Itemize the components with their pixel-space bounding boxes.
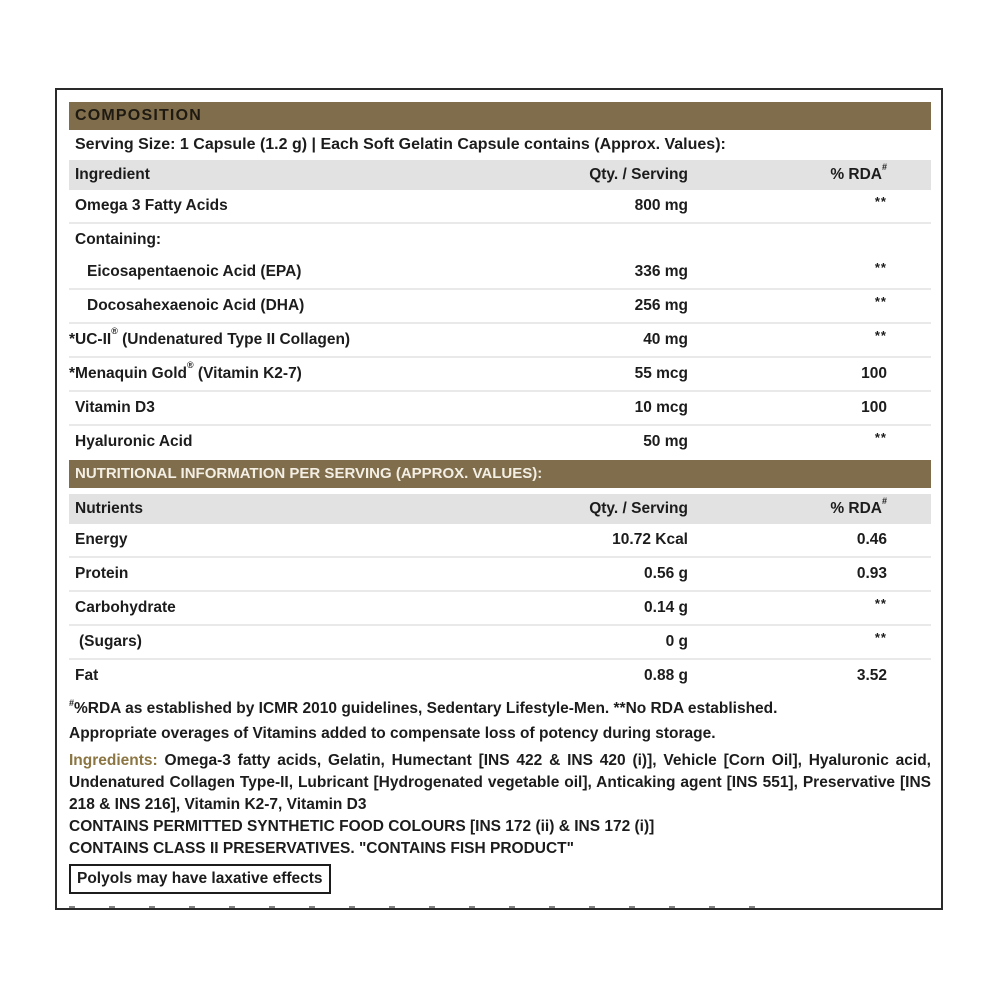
nutrition-header-row bbox=[69, 494, 931, 524]
composition-title: COMPOSITION bbox=[75, 107, 202, 124]
table-row: Protein 0.56 g 0.93 bbox=[69, 558, 931, 592]
nutrition-title: NUTRITIONAL INFORMATION PER SERVING (APPROX. VALUES): bbox=[75, 465, 543, 482]
table-row: Vitamin D3 10 mcg 100 bbox=[69, 392, 931, 426]
label-content bbox=[69, 102, 931, 894]
table-row: Carbohydrate 0.14 g ** bbox=[69, 592, 931, 626]
table-row: Energy 10.72 Kcal 0.46 bbox=[69, 524, 931, 558]
composition-header-row bbox=[69, 160, 931, 190]
composition-section-bar bbox=[69, 102, 931, 130]
table-row: Omega 3 Fatty Acids 800 mg ** bbox=[69, 190, 931, 224]
rda-footnote: #%RDA as established by ICMR 2010 guidelines, Sedentary Lifestyle-Men. **No RDA established. bbox=[69, 698, 778, 717]
colours-statement: CONTAINS PERMITTED SYNTHETIC FOOD COLOURS [INS 172 (ii) & INS 172 (i)] bbox=[69, 818, 655, 835]
table-row: (Sugars) 0 g ** bbox=[69, 626, 931, 660]
header-rda: % RDA# bbox=[830, 496, 887, 517]
label-notes bbox=[69, 696, 931, 894]
header-ingredient: Ingredient bbox=[75, 166, 150, 183]
header-rda: % RDA# bbox=[830, 162, 887, 183]
laxative-warning-box: Polyols may have laxative effects bbox=[69, 864, 331, 894]
cut-off-text-line bbox=[69, 906, 769, 910]
table-row: *Menaquin Gold® (Vitamin K2-7) 55 mcg 100 bbox=[69, 358, 931, 392]
table-row: Docosahexaenoic Acid (DHA) 256 mg ** bbox=[69, 290, 931, 324]
preservatives-statement: CONTAINS CLASS II PRESERVATIVES. "CONTAINS FISH PRODUCT" bbox=[69, 840, 574, 857]
table-row: Eicosapentaenoic Acid (EPA) 336 mg ** bbox=[69, 256, 931, 290]
table-row: Fat 0.88 g 3.52 bbox=[75, 667, 887, 684]
label-panel bbox=[55, 88, 943, 910]
header-qty: Qty. / Serving bbox=[589, 500, 688, 517]
ingredients-list: Ingredients: Omega-3 fatty acids, Gelatin, Humectant [INS 422 & INS 420 (i)], Vehicle [Corn Oil], Hyaluronic acid, Undenatured Collagen Type-II, Lubricant [Hydrogenated vegetable oil], Anticaking agent [INS 551], Preservative [INS 218 & INS 216], Vitamin K2-7, Vitamin D3 bbox=[69, 752, 931, 813]
serving-size-line: Serving Size: 1 Capsule (1.2 g) | Each Soft Gelatin Capsule contains (Approx. Values): bbox=[75, 136, 726, 153]
ingredients-label: Ingredients: bbox=[69, 752, 158, 769]
header-qty: Qty. / Serving bbox=[589, 166, 688, 183]
table-row: Containing: bbox=[75, 231, 162, 248]
overages-note: Appropriate overages of Vitamins added to compensate loss of potency during storage. bbox=[69, 725, 716, 742]
table-row: Hyaluronic Acid 50 mg ** bbox=[75, 430, 887, 450]
header-nutrient: Nutrients bbox=[75, 500, 144, 517]
nutrition-section-bar bbox=[69, 460, 931, 488]
table-row: *UC-II® (Undenatured Type II Collagen) 40 mg ** bbox=[69, 324, 931, 358]
